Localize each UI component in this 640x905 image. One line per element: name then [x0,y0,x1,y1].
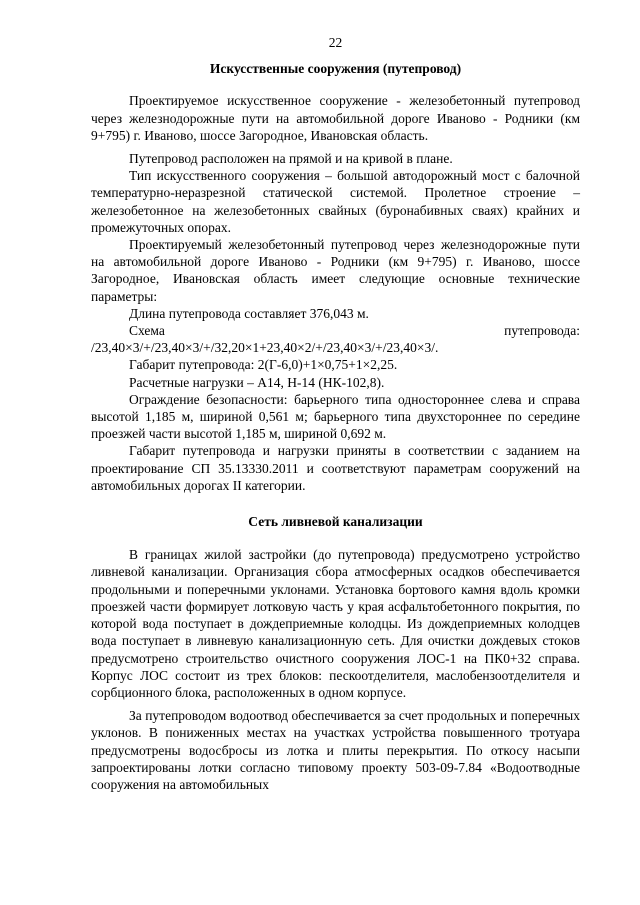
paragraph-bridge-barrier: Ограждение безопасности: барьерного типа одностороннее слева и справа высотой 1,185 м, шириной 0,561 м; барьерного типа двухстороннее по середине проезжей части высотой 1,185 м, шириной 0,692 м. [91,391,580,442]
paragraph-bridge-type: Тип искусственного сооружения – большой автодорожный мост с балочной температурно-неразрезной статической системой. Пролетное строение – железобетонное на железобетонных свайных (буронабивных сваях) крайних и промежуточных опорах. [91,168,580,235]
paragraph-bridge-intro: Проектируемое искусственное сооружение - железобетонный путепровод через железнодорожные пути на автомобильной дороге Иваново - Родники (км 9+795) г. Иваново, шоссе Загородное, Ивановская область. [91,93,580,143]
paragraph-bridge-location: Путепровод расположен на прямой и на кривой в плане. [129,151,453,167]
section-title-drainage: Сеть ливневой канализации [248,514,423,530]
document-page [91,34,580,793]
section-title-bridge: Искусственные сооружения (путепровод) [209,61,462,77]
paragraph-bridge-compliance: Габарит путепровода и нагрузки приняты в соответствии с заданием на проектирование СП 35.13330.2011 и соответствуют параметрам сооружений на автомобильных дорогах II категории. [91,443,580,493]
paragraph-bridge-length: Длина путепровода составляет 376,043 м. [129,305,369,321]
paragraph-bridge-parameters: Проектируемый железобетонный путепровод через железнодорожные пути на автомобильной дороге Иваново - Родники (км 9+795) г. Иваново, шоссе Загородное, Ивановская область имеет следующие основные технические параметры: [91,237,580,304]
paragraph-drainage-residential: В границах жилой застройки (до путепровода) предусмотрено устройство ливневой канализации. Организация сбора атмосферных осадков обеспечивается продольными и поперечными уклонами. Установка бортового камня вдоль кромки проезжей части формирует лотковую часть у края асфальтобетонного покрытия, по которой вода поступает в дождеприемные колодцы. Из дождеприемных колодцев вода поступает в ливневую канализационную сеть. Для очистки дождевых стоков предусмотрено строительство очистного сооружения ЛОС-1 на ПК0+32 справа. Корпус ЛОС состоит из трех блоков: пескоотделителя, маслобензоотделителя и сорбционного блока, расположенных в одном корпусе. [91,547,580,700]
paragraph-bridge-loads: Расчетные нагрузки – А14, Н-14 (НК-102,8). [129,374,385,390]
page-number: 22 [328,35,343,50]
paragraph-drainage-beyond-bridge: За путепроводом водоотвод обеспечивается за счет продольных и поперечных уклонов. В пониженных местах на участках устройства повышенного тротуара предусмотрены водосбросы из лотка и плиты перекрытия. По откосу насыпи запроектированы лотки согласно типовому проекту 503-09-7.84 «Водоотводные сооружения на автомобильных [91,708,580,792]
paragraph-bridge-scheme: Схема путепровода: /23,40×3/+/23,40×3/+/32,20×1+23,40×2/+/23,40×3/+/23,40×3/. [91,323,580,356]
paragraph-bridge-clearance: Габарит путепровода: 2(Г-6,0)+1×0,75+1×2,25. [129,357,398,373]
